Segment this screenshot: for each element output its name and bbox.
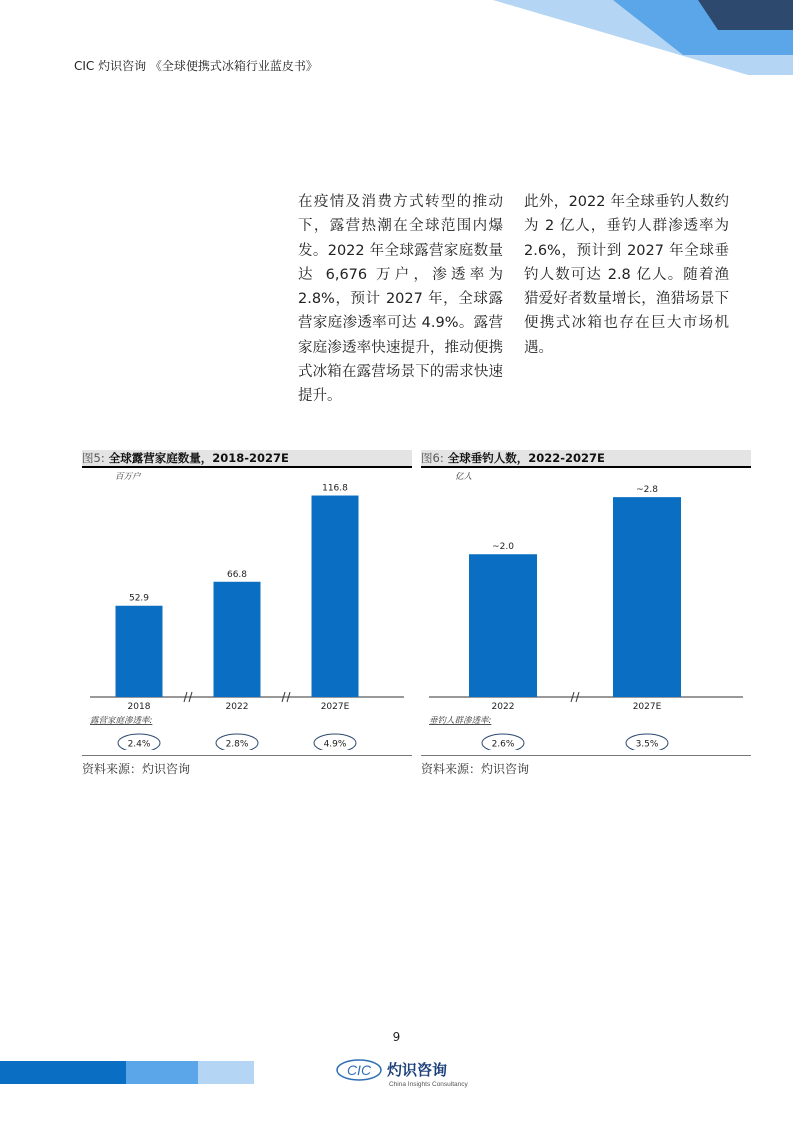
- header-decoration: [493, 0, 793, 80]
- data-label-2018: 52.9: [128, 593, 150, 604]
- logo-chinese: 灼识咨询: [387, 1061, 448, 1079]
- penetration-value-2027E: 4.9%: [323, 739, 347, 750]
- figure-6: [421, 450, 751, 780]
- figure-6-number: 图6:: [421, 451, 444, 465]
- page-number: 9: [392, 1030, 401, 1044]
- bar-2027E: [613, 497, 681, 697]
- figure-6-title: 全球垂钓人数，2022-2027E: [447, 451, 605, 465]
- footer-bar-mid: [126, 1061, 198, 1084]
- figure-5-number: 图5:: [82, 451, 105, 465]
- bar-2027E: [312, 496, 359, 697]
- logo-mark: CIC: [346, 1062, 372, 1078]
- logo-english: China Insights Consultancy: [389, 1081, 468, 1088]
- cic-logo: [335, 1055, 475, 1091]
- tick-label-2022: 2022: [225, 702, 249, 712]
- figure-5-title: 全球露营家庭数量，2018-2027E: [108, 451, 289, 465]
- figure-5-source: 资料来源：灼识咨询: [82, 762, 191, 776]
- figure-6-chart: [421, 450, 751, 750]
- body-paragraph-2: 此外，2022 年全球垂钓人数约为 2 亿人，垂钓人群渗透率为 2.6%，预计到 2027 年全球垂钓人数可达 2.8 亿人。随着渔猎爱好者数量增长，渔猎场景下便携式冰箱也存在巨大市场机遇。: [524, 194, 729, 356]
- bar-2018: [116, 606, 163, 697]
- data-label-2027E: ~2.8: [636, 485, 658, 496]
- bar-2022: [469, 554, 537, 697]
- penetration-value-2027E: 3.5%: [635, 739, 659, 750]
- footer-bar-light: [198, 1061, 254, 1084]
- data-label-2022: ~2.0: [492, 542, 514, 553]
- penetration-value-2022: 2.6%: [491, 739, 515, 750]
- figure-6-bottom-rule: [421, 755, 751, 756]
- data-label-2027E: 116.8: [322, 483, 348, 494]
- bar-2022: [214, 582, 261, 697]
- tick-label-2018: 2018: [127, 702, 151, 712]
- body-paragraph-1: 在疫情及消费方式转型的推动下，露营热潮在全球范围内爆发。2022 年全球露营家庭数量达 6,676 万户，渗透率为 2.8%，预计 2027 年，全球露营家庭渗透率可达 4.9%。露营家庭渗透率快速提升，推动便携式冰箱在露营场景下的需求快速提升。: [298, 194, 503, 405]
- tick-label-2027E: 2027E: [632, 702, 662, 712]
- penetration-value-2022: 2.8%: [225, 739, 249, 750]
- figure-5-chart: [82, 450, 412, 750]
- y-unit-label: 亿人: [455, 472, 473, 482]
- tick-label-2022: 2022: [491, 702, 515, 712]
- data-label-2022: 66.8: [226, 569, 248, 580]
- penetration-label: 垂钓人群渗透率:: [429, 716, 492, 726]
- figure-5-bottom-rule: [82, 755, 412, 756]
- tick-label-2027E: 2027E: [320, 702, 350, 712]
- figure-5: [82, 450, 412, 780]
- penetration-label: 露营家庭渗透率:: [90, 716, 153, 726]
- footer-bar-dark: [0, 1061, 126, 1084]
- figure-6-source: 资料来源：灼识咨询: [421, 762, 530, 776]
- penetration-value-2018: 2.4%: [127, 739, 151, 750]
- report-header: CIC 灼识咨询 《全球便携式冰箱行业蓝皮书》: [74, 59, 318, 73]
- y-unit-label: 百万户: [115, 472, 141, 482]
